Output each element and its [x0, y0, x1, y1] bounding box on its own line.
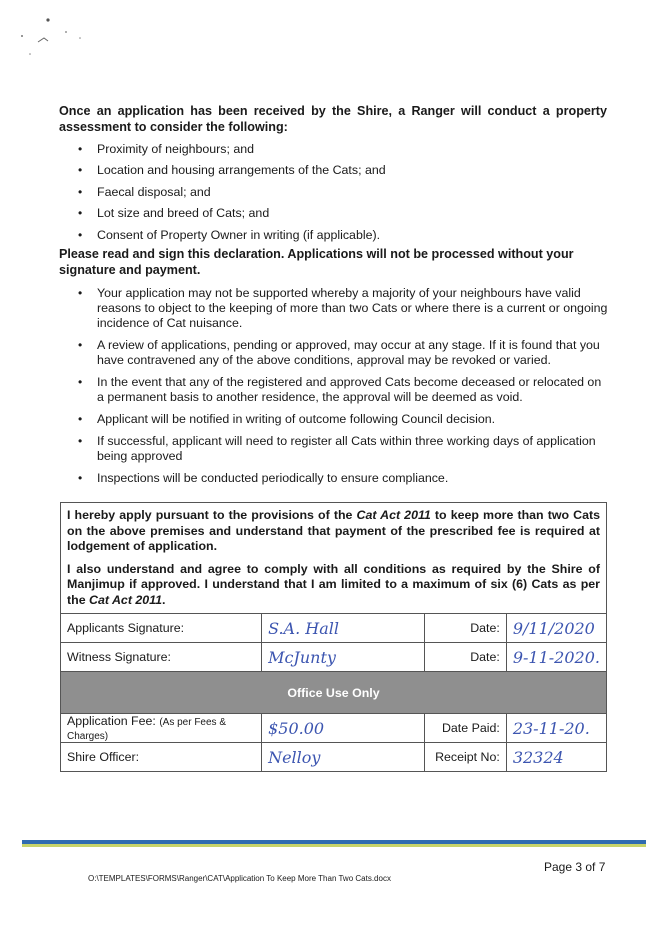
witness-signature: McJunty — [268, 647, 336, 667]
date-paid: 23-11-20. — [512, 718, 590, 738]
witness-date: 9-11-2020. — [512, 647, 600, 667]
witness-signature-field[interactable] — [262, 643, 425, 672]
conditions-list — [78, 286, 608, 493]
scan-specks — [8, 14, 108, 64]
declaration-form — [60, 502, 607, 772]
receipt-label: Receipt No: — [424, 743, 506, 772]
applicant-signature-label: Applicants Signature: — [61, 614, 262, 643]
witness-signature-label: Witness Signature: — [61, 643, 262, 672]
witness-date-label: Date: — [424, 643, 506, 672]
applicant-signature-field[interactable] — [262, 614, 425, 643]
assessment-list — [78, 142, 608, 249]
date-paid-field[interactable] — [506, 714, 606, 743]
applicant-signature: S.A. Hall — [268, 618, 340, 638]
fee-note: (As per Fees & Charges) — [67, 717, 227, 742]
date-paid-label: Date Paid: — [424, 714, 506, 743]
list-item: • Lot size and breed of Cats; and — [78, 206, 608, 227]
officer-signature-field[interactable] — [262, 743, 425, 772]
witness-date-field[interactable] — [506, 643, 606, 672]
list-item: • Inspections will be conducted periodically to ensure compliance. — [78, 471, 608, 486]
list-item: • Proximity of neighbours; and — [78, 142, 608, 163]
list-item: • Faecal disposal; and — [78, 185, 608, 206]
list-item: • Applicant will be notified in writing of outcome following Council decision. — [78, 412, 608, 427]
officer-label: Shire Officer: — [61, 743, 262, 772]
fee-value: $50.00 — [268, 718, 325, 738]
receipt-number: 32324 — [512, 747, 564, 767]
list-item: • In the event that any of the registered and approved Cats become deceased or relocated on a permanent basis to another residence, the approval will be deemed as void. — [78, 375, 608, 405]
office-use-heading: Office Use Only — [61, 672, 607, 714]
assessment-intro: Once an application has been received by the Shire, a Ranger will conduct a property assessment to consider the following: — [59, 104, 607, 134]
declaration-text: I hereby apply pursuant to the provisions of the Cat Act 2011 to keep more than two Cats on the above premises and understand that payment of the prescribed fee is required at lodgement of application. I also understand and agree to comply with all conditions as required by the Shire of Manjimup if approved. I understand that I am limited to a maximum of six (6) Cats as per the Cat Act 2011. — [61, 503, 607, 614]
list-item: • Location and housing arrangements of the Cats; and — [78, 163, 608, 184]
list-item: • A review of applications, pending or approved, may occur at any stage. If it is found that you have contravened any of the above conditions, approval may be revoked or varied. — [78, 338, 608, 368]
applicant-date: 9/11/2020 — [512, 618, 595, 638]
footer-rule-accent — [22, 844, 646, 847]
officer-signature: Nelloy — [268, 747, 321, 767]
list-item: • Consent of Property Owner in writing (if applicable). — [78, 228, 608, 249]
fee-label: Application Fee: (As per Fees & Charges) — [61, 714, 262, 743]
receipt-field[interactable] — [506, 743, 606, 772]
fee-field[interactable] — [262, 714, 425, 743]
list-item: • Your application may not be supported whereby a majority of your neighbours have valid reasons to object to the keeping of more than two Cats or where there is a current or ongoing incidence of Cat nuisance. — [78, 286, 608, 331]
page-number: Page 3 of 7 — [544, 860, 606, 874]
applicant-date-field[interactable] — [506, 614, 606, 643]
file-path: O:\TEMPLATES\FORMS\Ranger\CAT\Application To Keep More Than Two Cats.docx — [88, 874, 391, 883]
list-item: • If successful, applicant will need to register all Cats within three working days of application being approved — [78, 434, 608, 464]
declaration-heading: Please read and sign this declaration. Applications will not be processed without your signature and payment. — [59, 247, 574, 277]
applicant-date-label: Date: — [424, 614, 506, 643]
